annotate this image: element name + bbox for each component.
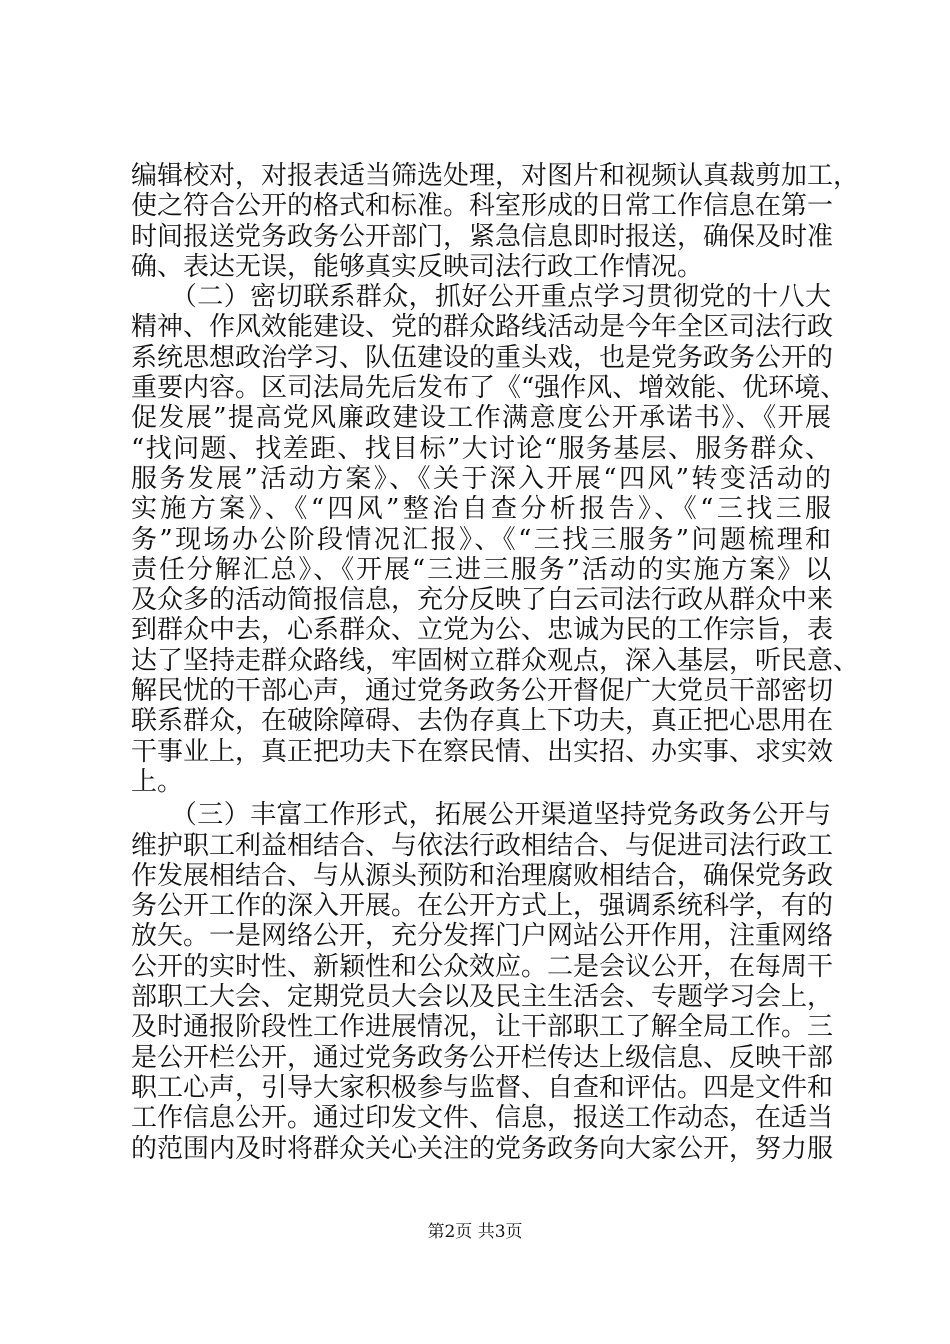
text-line-21: 上。 [131, 766, 184, 797]
text-line-29: 及时通报阶段性工作进展情况，让干部职工了解全局工作。三 [131, 1012, 834, 1043]
text-line-6: 精神、作风效能建设、党的群众路线活动是今年全区司法行政 [131, 312, 834, 343]
text-line-33: 的范围内及时将群众关心关注的党务政务向大家公开，努力服 [131, 1133, 834, 1164]
text-line-13: 务”现场办公阶段情况汇报》、《“三找三服务”问题梳理和 [131, 524, 831, 555]
text-line-17: 达了坚持走群众路线，牢固树立群众观点，深入基层，听民意、 [131, 645, 860, 676]
text-line-16: 到群众中去，心系群众、立党为公、忠诚为民的工作宗旨，表 [131, 615, 834, 646]
text-line-32: 工作信息公开。通过印发文件、信息，报送工作动态，在适当 [131, 1103, 834, 1134]
text-line-2: 使之符合公开的格式和标准。科室形成的日常工作信息在第一 [131, 191, 834, 222]
text-line-14: 责任分解汇总》、《开展“三进三服务”活动的实施方案》以 [131, 554, 831, 585]
page-footer [0, 1222, 950, 1242]
text-line-3: 时间报送党务政务公开部门，紧急信息即时报送，确保及时准 [131, 221, 834, 252]
text-line-9: 促发展”提高党风廉政建设工作满意度公开承诺书》、《开展 [131, 403, 831, 434]
text-line-28: 部职工大会、定期党员大会以及民主生活会、专题学习会上， [131, 982, 834, 1013]
document-body [131, 161, 860, 1164]
text-line-22: （三）丰富工作形式，拓展公开渠道坚持党务政务公开与 [131, 800, 831, 831]
text-line-4: 确、表达无误，能够真实反映司法行政工作情况。 [131, 251, 704, 282]
text-line-15: 及众多的活动简报信息，充分反映了白云司法行政从群众中来 [131, 585, 834, 616]
text-line-24: 作发展相结合、与从源头预防和治理腐败相结合，确保党务政 [131, 860, 834, 891]
text-line-23: 维护职工利益相结合、与依法行政相结合、与促进司法行政工 [131, 830, 834, 861]
text-line-12: 实施方案》、《“四风”整治自查分析报告》、《“三找三服 [131, 494, 831, 525]
text-line-27: 公开的实时性、新颖性和公众效应。二是会议公开，在每周干 [131, 951, 834, 982]
text-line-11: 服务发展”活动方案》、《关于深入开展“四风”转变活动的 [131, 463, 831, 494]
text-line-19: 联系群众，在破除障碍、去伪存真上下功夫，真正把心思用在 [131, 706, 834, 737]
text-line-25: 务公开工作的深入开展。在公开方式上，强调系统科学，有的 [131, 891, 834, 922]
text-line-18: 解民忧的干部心声，通过党务政务公开督促广大党员干部密切 [131, 676, 834, 707]
text-line-30: 是公开栏公开，通过党务政务公开栏传达上级信息、反映干部 [131, 1042, 834, 1073]
text-line-10: “找问题、找差距、找目标”大讨论“服务基层、服务群众、 [131, 433, 831, 464]
text-line-8: 重要内容。区司法局先后发布了《“强作风、增效能、优环境、 [131, 373, 847, 404]
text-line-20: 干事业上，真正把功夫下在察民情、出实招、办实事、求实效 [131, 736, 834, 767]
text-line-31: 职工心声，引导大家积极参与监督、自查和评估。四是文件和 [131, 1072, 834, 1103]
text-line-7: 系统思想政治学习、队伍建设的重头戏，也是党务政务公开的 [131, 342, 834, 373]
page-number: 第2页 共3页 [427, 1222, 523, 1242]
text-line-26: 放矢。一是网络公开，充分发挥门户网站公开作用，注重网络 [131, 921, 834, 952]
text-line-1: 编辑校对，对报表适当筛选处理，对图片和视频认真裁剪加工， [131, 161, 860, 191]
text-line-5: （二）密切联系群众，抓好公开重点学习贯彻党的十八大 [131, 282, 831, 313]
